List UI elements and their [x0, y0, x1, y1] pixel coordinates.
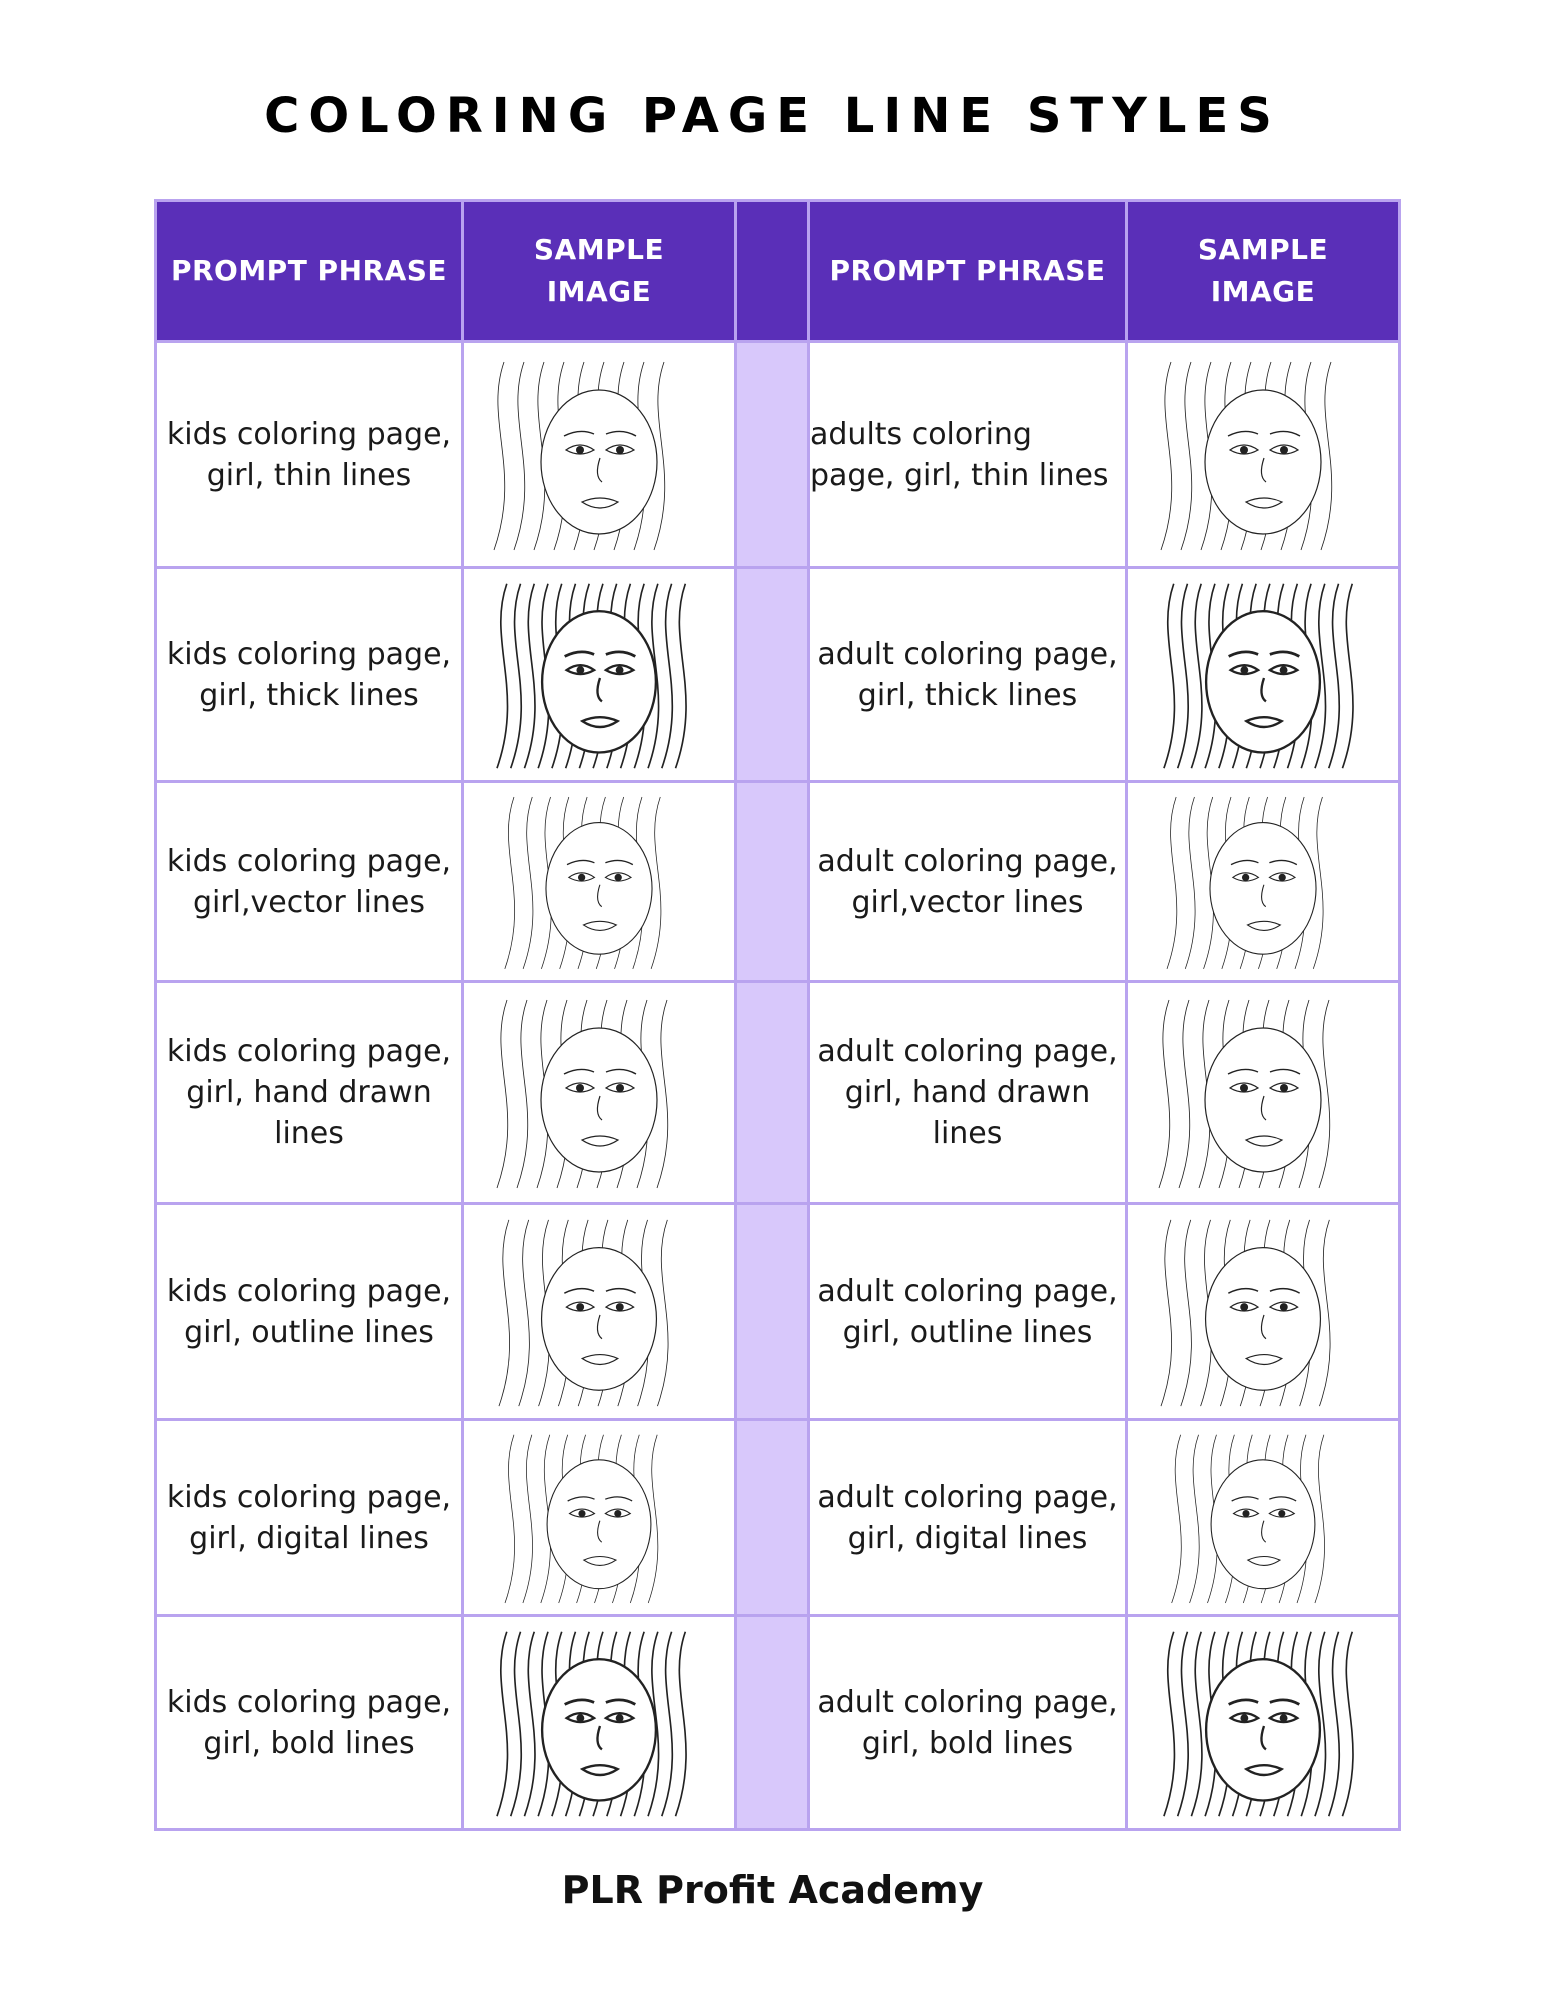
- gap-column-cell: [736, 782, 809, 982]
- header-row: [156, 201, 1400, 342]
- gap-column-cell: [736, 1616, 809, 1830]
- line-styles-table: [154, 199, 1401, 1831]
- gap-column-cell: [736, 1420, 809, 1616]
- kids-sample-image: [463, 1204, 736, 1420]
- table-row: [156, 1616, 1400, 1830]
- adult-girl-sketch: [1128, 986, 1398, 1200]
- kids-girl-sketch: [464, 1424, 734, 1612]
- adult-sample-image: [1127, 782, 1400, 982]
- gap-column-cell: [736, 982, 809, 1204]
- gap-column-cell: [736, 568, 809, 782]
- table-row: [156, 982, 1400, 1204]
- adult-sample-image: [1127, 982, 1400, 1204]
- adult-prompt-phrase: adult coloring page, girl,vector lines: [809, 782, 1127, 982]
- adult-sample-image: [1127, 1616, 1400, 1830]
- adult-girl-sketch: [1128, 346, 1398, 564]
- kids-prompt-phrase: kids coloring page, girl, hand drawn lines: [156, 982, 463, 1204]
- adult-girl-sketch: [1128, 1620, 1398, 1826]
- kids-girl-sketch: [464, 572, 734, 778]
- header-left-sample: [463, 201, 736, 342]
- header-right-sample: [1127, 201, 1400, 342]
- adult-prompt-phrase: adults coloring page, girl, thin lines: [809, 342, 1127, 568]
- adult-prompt-phrase: adult coloring page, girl, hand drawn lines: [809, 982, 1127, 1204]
- adult-prompt-phrase: adult coloring page, girl, thick lines: [809, 568, 1127, 782]
- gap-column-cell: [736, 1204, 809, 1420]
- adult-girl-sketch: [1128, 786, 1398, 978]
- kids-prompt-phrase: kids coloring page, girl, digital lines: [156, 1420, 463, 1616]
- kids-sample-image: [463, 342, 736, 568]
- table-row: [156, 782, 1400, 982]
- adult-girl-sketch: [1128, 1424, 1398, 1612]
- kids-prompt-phrase: kids coloring page, girl,vector lines: [156, 782, 463, 982]
- page-title: COLORING PAGE LINE STYLES: [264, 88, 1281, 144]
- kids-girl-sketch: [464, 786, 734, 978]
- kids-girl-sketch: [464, 1208, 734, 1416]
- gap-column-cell: [736, 342, 809, 568]
- kids-sample-image: [463, 1420, 736, 1616]
- kids-sample-image: [463, 782, 736, 982]
- header-gap: [736, 201, 809, 342]
- adult-sample-image: [1127, 568, 1400, 782]
- kids-prompt-phrase: kids coloring page, girl, thick lines: [156, 568, 463, 782]
- adult-girl-sketch: [1128, 1208, 1398, 1416]
- adult-prompt-phrase: adult coloring page, girl, digital lines: [809, 1420, 1127, 1616]
- header-right-prompt: PROMPT PHRASE: [809, 201, 1127, 342]
- kids-sample-image: [463, 568, 736, 782]
- adult-prompt-phrase: adult coloring page, girl, bold lines: [809, 1616, 1127, 1830]
- header-left-prompt: PROMPT PHRASE: [156, 201, 463, 342]
- table-row: [156, 1204, 1400, 1420]
- adult-sample-image: [1127, 342, 1400, 568]
- kids-prompt-phrase: kids coloring page, girl, thin lines: [156, 342, 463, 568]
- adult-sample-image: [1127, 1204, 1400, 1420]
- kids-girl-sketch: [464, 1620, 734, 1826]
- table-row: [156, 1420, 1400, 1616]
- adult-prompt-phrase: adult coloring page, girl, outline lines: [809, 1204, 1127, 1420]
- adult-girl-sketch: [1128, 572, 1398, 778]
- header-left-sample-label: SAMPLE IMAGE: [533, 233, 665, 308]
- footer-brand: PLR Profit Academy: [561, 1868, 984, 1912]
- kids-girl-sketch: [464, 346, 734, 564]
- kids-prompt-phrase: kids coloring page, girl, outline lines: [156, 1204, 463, 1420]
- table-row: [156, 342, 1400, 568]
- kids-sample-image: [463, 982, 736, 1204]
- header-right-sample-label: SAMPLE IMAGE: [1197, 233, 1329, 308]
- kids-prompt-phrase: kids coloring page, girl, bold lines: [156, 1616, 463, 1830]
- kids-girl-sketch: [464, 986, 734, 1200]
- adult-sample-image: [1127, 1420, 1400, 1616]
- kids-sample-image: [463, 1616, 736, 1830]
- table-row: [156, 568, 1400, 782]
